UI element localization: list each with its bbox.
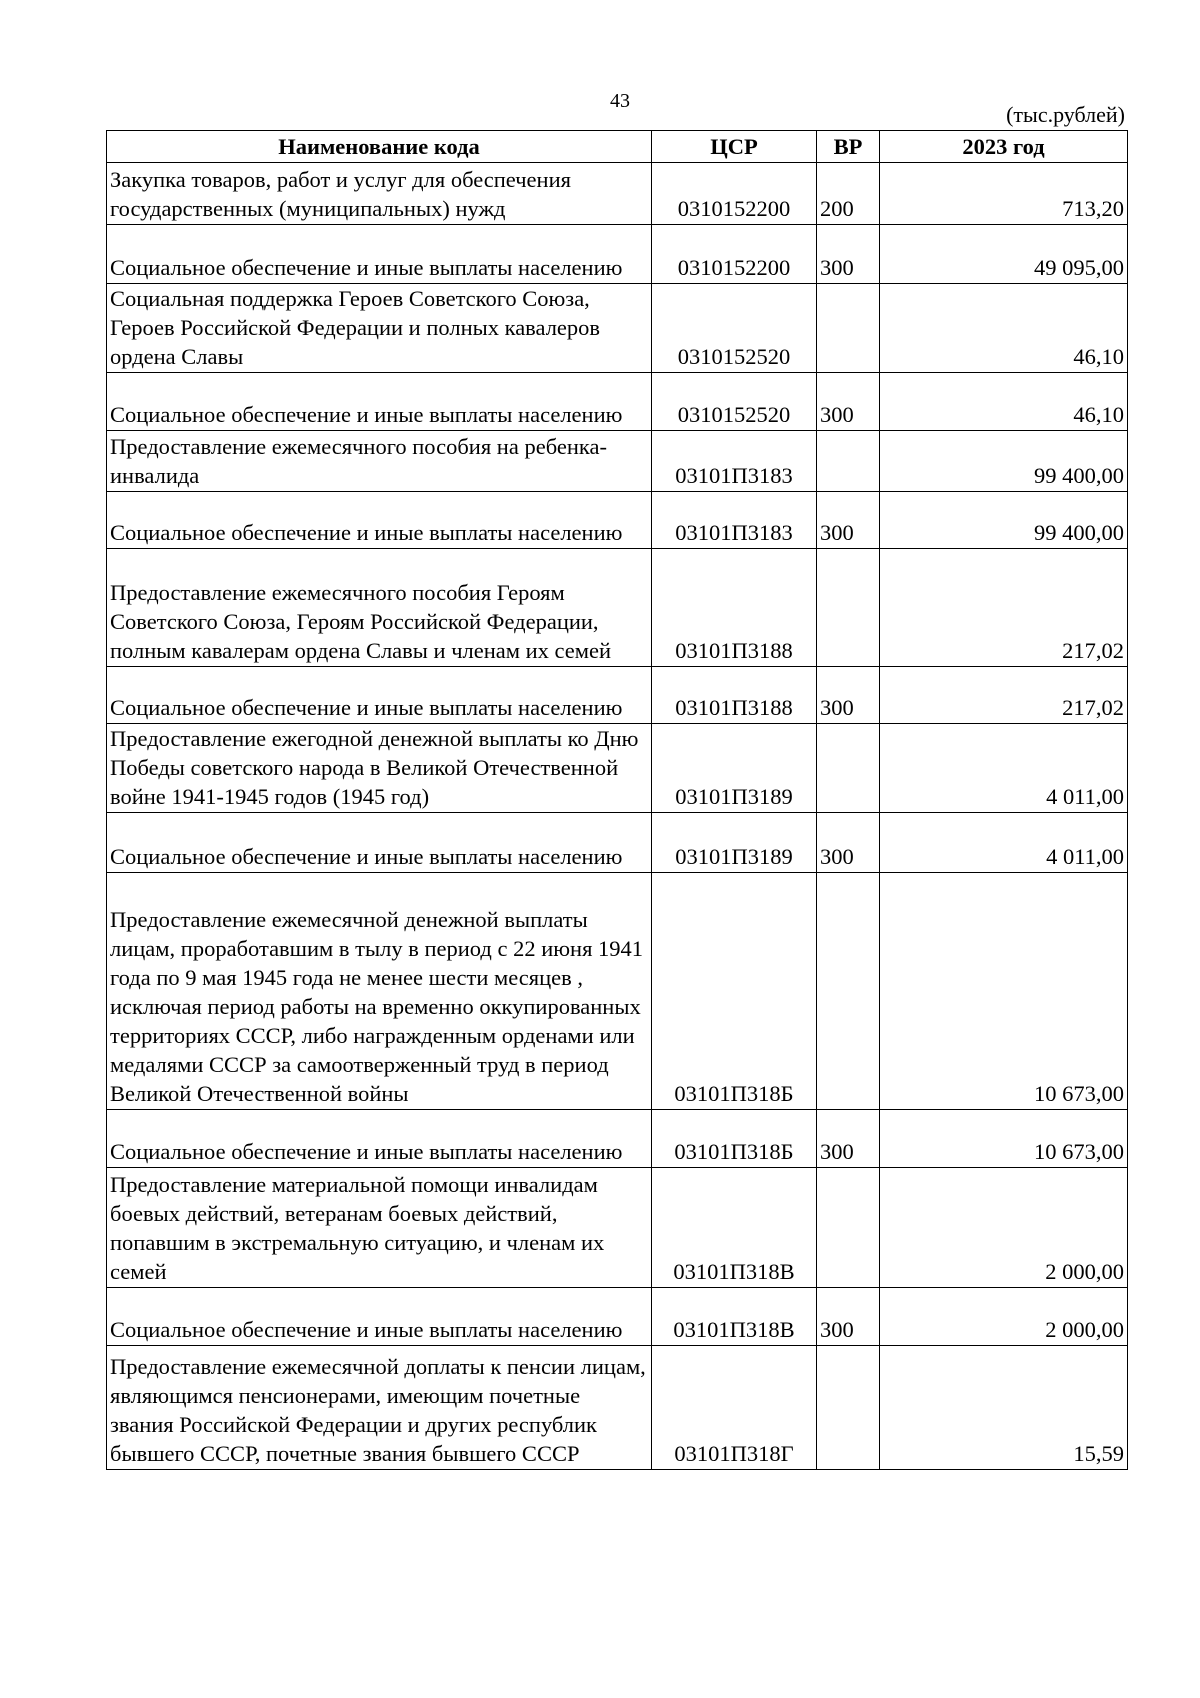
row-amount: 2 000,00	[880, 1288, 1128, 1346]
row-csr: 0310152200	[652, 225, 817, 284]
row-amount: 713,20	[880, 163, 1128, 225]
row-vr: 300	[817, 1110, 880, 1168]
row-amount: 2 000,00	[880, 1168, 1128, 1288]
page-number: 43	[610, 90, 630, 112]
row-name: Предоставление ежегодной денежной выплаты ко Дню Победы советского народа в Великой Отечественной войне 1941-1945 годов (1945 год)	[107, 724, 652, 813]
row-vr	[817, 284, 880, 373]
table-row	[107, 1110, 1128, 1168]
table-row	[107, 1346, 1128, 1470]
row-name: Предоставление ежемесячной доплаты к пенсии лицам, являющимся пенсионерами, имеющим почетные звания Российской Федерации и других республик бывшего СССР, почетные звания бывшего СССР	[107, 1346, 652, 1470]
header-name: Наименование кода	[107, 131, 652, 163]
row-csr: 03101П318Б	[652, 1110, 817, 1168]
row-amount: 10 673,00	[880, 1110, 1128, 1168]
row-csr: 03101П3188	[652, 667, 817, 724]
header-vr: ВР	[817, 131, 880, 163]
row-csr: 03101П3189	[652, 724, 817, 813]
table-row	[107, 667, 1128, 724]
row-csr: 03101П318Б	[652, 873, 817, 1110]
table-row	[107, 431, 1128, 492]
row-vr: 300	[817, 373, 880, 431]
row-vr	[817, 1168, 880, 1288]
row-amount: 15,59	[880, 1346, 1128, 1470]
row-csr: 03101П3188	[652, 549, 817, 667]
row-vr: 200	[817, 163, 880, 225]
row-vr	[817, 431, 880, 492]
row-vr	[817, 873, 880, 1110]
row-amount: 99 400,00	[880, 431, 1128, 492]
row-vr: 300	[817, 667, 880, 724]
row-csr: 0310152520	[652, 284, 817, 373]
table-row	[107, 549, 1128, 667]
row-vr	[817, 1346, 880, 1470]
row-vr: 300	[817, 813, 880, 873]
row-name: Социальное обеспечение и иные выплаты населению	[107, 373, 652, 431]
row-amount: 46,10	[880, 284, 1128, 373]
row-csr: 0310152200	[652, 163, 817, 225]
table-row	[107, 373, 1128, 431]
units-label: (тыс.рублей)	[1006, 102, 1125, 127]
table-row	[107, 284, 1128, 373]
row-amount: 99 400,00	[880, 492, 1128, 549]
row-amount: 4 011,00	[880, 724, 1128, 813]
row-csr: 03101П3183	[652, 492, 817, 549]
row-vr: 300	[817, 492, 880, 549]
row-name: Предоставление ежемесячного пособия Героям Советского Союза, Героям Российской Федерации, полным кавалерам ордена Славы и членам их семей	[107, 549, 652, 667]
row-vr	[817, 724, 880, 813]
row-name: Предоставление ежемесячной денежной выплаты лицам, проработавшим в тылу в период с 22 июня 1941 года по 9 мая 1945 года не менее шести месяцев , исключая период работы на временно оккупированных территориях СССР, либо награжденным орденами или медалями СССР за самоотверженный труд в период Великой Отечественной войны	[107, 873, 652, 1110]
row-csr: 03101П318В	[652, 1288, 817, 1346]
row-name: Социальное обеспечение и иные выплаты населению	[107, 1288, 652, 1346]
row-vr: 300	[817, 225, 880, 284]
row-amount: 46,10	[880, 373, 1128, 431]
row-name: Социальное обеспечение и иные выплаты населению	[107, 1110, 652, 1168]
row-name: Закупка товаров, работ и услуг для обеспечения государственных (муниципальных) нужд	[107, 163, 652, 225]
row-amount: 217,02	[880, 667, 1128, 724]
row-name: Социальное обеспечение и иные выплаты населению	[107, 225, 652, 284]
row-csr: 03101П318В	[652, 1168, 817, 1288]
table-row	[107, 492, 1128, 549]
table-row	[107, 724, 1128, 813]
row-amount: 49 095,00	[880, 225, 1128, 284]
row-amount: 10 673,00	[880, 873, 1128, 1110]
row-name: Социальное обеспечение и иные выплаты населению	[107, 492, 652, 549]
header-year: 2023 год	[880, 131, 1128, 163]
table-row	[107, 1288, 1128, 1346]
row-name: Предоставление материальной помощи инвалидам боевых действий, ветеранам боевых действий, попавшим в экстремальную ситуацию, и членам их семей	[107, 1168, 652, 1288]
row-name: Предоставление ежемесячного пособия на ребенка-инвалида	[107, 431, 652, 492]
row-name: Социальная поддержка Героев Советского Союза, Героев Российской Федерации и полных кавалеров ордена Славы	[107, 284, 652, 373]
table-row	[107, 225, 1128, 284]
row-name: Социальное обеспечение и иные выплаты населению	[107, 667, 652, 724]
table-row	[107, 873, 1128, 1110]
row-vr	[817, 549, 880, 667]
row-amount: 217,02	[880, 549, 1128, 667]
row-csr: 03101П3183	[652, 431, 817, 492]
table-row	[107, 1168, 1128, 1288]
table-row	[107, 813, 1128, 873]
row-amount: 4 011,00	[880, 813, 1128, 873]
header-csr: ЦСР	[652, 131, 817, 163]
row-csr: 0310152520	[652, 373, 817, 431]
row-csr: 03101П318Г	[652, 1346, 817, 1470]
row-name: Социальное обеспечение и иные выплаты населению	[107, 813, 652, 873]
budget-table	[106, 130, 1128, 1470]
row-csr: 03101П3189	[652, 813, 817, 873]
row-vr: 300	[817, 1288, 880, 1346]
table-header-row	[107, 131, 1128, 163]
table-row	[107, 163, 1128, 225]
